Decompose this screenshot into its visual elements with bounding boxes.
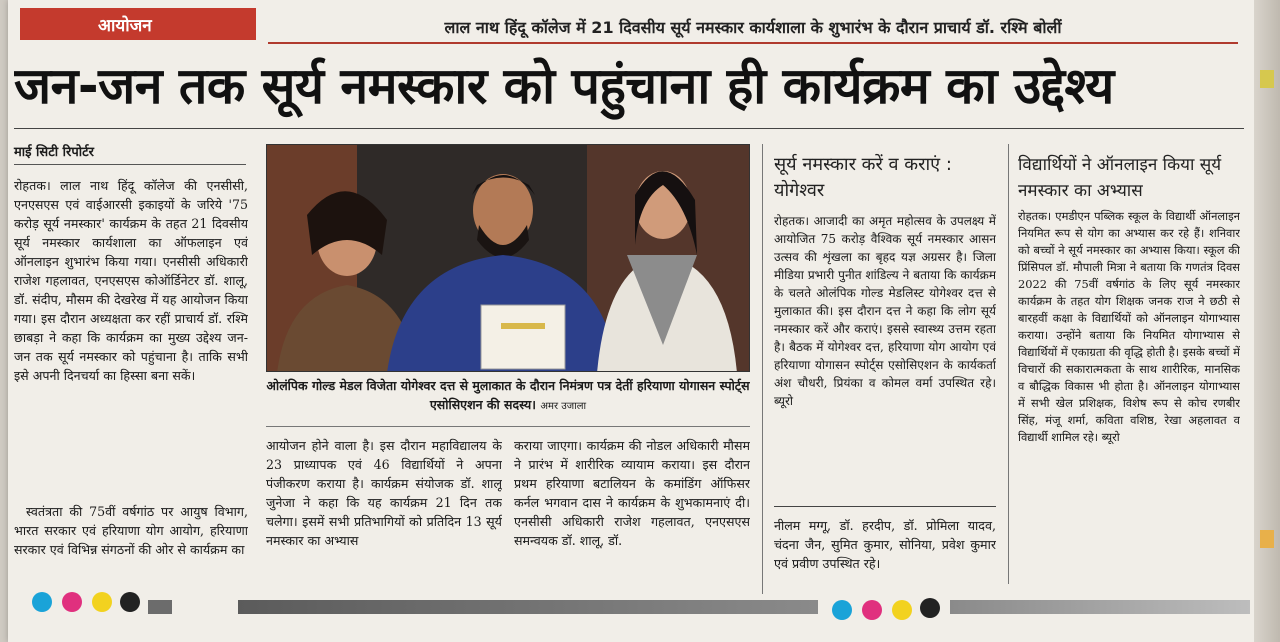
- registration-dot-magenta-2: [862, 600, 882, 620]
- caption-rule: [266, 426, 750, 427]
- article-col-1b: स्वतंत्रता की 75वीं वर्षगांठ पर आयुष विभाग, भारत सरकार एवं हरियाणा योग आयोग, हरियाणा सरकार एवं विभिन्न संगठनों की ओर से कार्यक्रम का: [14, 504, 248, 557]
- photo-credit: अमर उजाला: [540, 401, 587, 412]
- story2-body: रोहतक। आजादी का अमृत महोत्सव के उपलक्ष्य में आयोजित 75 करोड़ वैश्विक सूर्य नमस्कार आसन उत्सव की शृंखला का बृहद यज्ञ अग्रसर है। जिला मीडिया प्रभारी पुनीत शांडिल्य ने बताया कि कार्यक्रम के चलते ओलंपिक गोल्ड मेडलिस्ट योगेश्वर दत्त से मुलाकात की। इस दौरान दत्त ने कहा कि लोग सूर्य नमस्कार करें और कराएं। इससे स्वास्थ्य उत्तम रहता है। बैठक में योगेश्वर दत्त, हरियाणा योग आयोग एवं हरियाणा योगासन स्पोर्ट्स एसोसिएशन के कार्यकर्ता अंश चौधरी, प्रियंका व कोमल वर्मा उपस्थित रहे। ब्यूरो: [774, 214, 996, 408]
- article-col-3: कराया जाएगा। कार्यक्रम की नोडल अधिकारी मौसम ने प्रारंभ में शारीरिक व्यायाम कराया। इस दौरान प्रथम हरियाणा बटालियन के कमांडिंग ऑफिसर कर्नल भगवान दास ने कार्यक्रम के शुभकामनाएं दी। एनसीसी अधिकारी राजेश गहलावत, एनएसएस समन्वयक डॉ. शालू, डॉ.: [514, 438, 750, 548]
- column-divider: [762, 144, 763, 594]
- story3-headline: विद्यार्थियों ने ऑनलाइन किया सूर्य नमस्कार का अभ्यास: [1018, 155, 1222, 201]
- registration-dot-cyan-2: [832, 600, 852, 620]
- color-bar-left: [148, 600, 172, 614]
- headline: जन-जन तक सूर्य नमस्कार को पहुंचाना ही कार्यक्रम का उद्देश्य: [14, 57, 1114, 115]
- story2-rule: [774, 506, 996, 507]
- color-bar-right: [950, 600, 1250, 614]
- article-col-2: आयोजन होने वाला है। इस दौरान महाविद्यालय के 23 प्राध्यापक एवं 46 विद्यार्थियों ने अपना पंजीकरण कराया है। कार्यक्रम संयोजक डॉ. शालू जुनेजा ने कहा कि यह कार्यक्रम 21 दिन तक चलेगा। इसमें सभी प्रतिभागियों को प्रतिदिन 13 सूर्य नमस्कार का अभ्यास: [266, 438, 502, 548]
- headline-rule: [14, 128, 1244, 129]
- page-edge: [1254, 0, 1280, 642]
- registration-dot-yellow-2: [892, 600, 912, 620]
- registration-dot-black: [120, 592, 140, 612]
- news-photo: [266, 144, 750, 372]
- column-divider-2: [1008, 144, 1009, 584]
- registration-dot-black-2: [920, 598, 940, 618]
- story3-body: रोहतक। एमडीएन पब्लिक स्कूल के विद्यार्थी ऑनलाइन नियमित रूप से योग का अभ्यास कर रहे हैं। शनिवार को बच्चों ने सूर्य नमस्कार का अभ्यास किया। स्कूल की प्रिंसिपल डॉ. मौपाली मित्रा ने बताया कि गणतंत्र दिवस 2022 की 75वीं वर्षगांठ के लिए सूर्य नमस्कार कार्यक्रम के तहत योग शिक्षक जनक राज ने छठी से बारहवीं कक्षा के विद्यार्थियों को ऑनलाइन योगाभ्यास कराया। उन्होंने बताया कि नियमित योगाभ्यास से विद्यार्थियों में एकाग्रता की वृद्धि होती है। इसके बच्चों में विचारों की सकारात्मकता के साथ शारीरिक, मानसिक व बौद्धिक विकास भी होता है। ऑनलाइन योगाभ्यास में सभी खेल प्रशिक्षक, विशेष रूप से कोच रणबीर सिंह, मंजू शर्मा, कविता वशिष्ठ, रेखा अहलावत व विद्यार्थी शामिल रहे। ब्यूरो: [1018, 209, 1240, 444]
- story2-headline: सूर्य नमस्कार करें व कराएं : योगेश्वर: [774, 154, 952, 201]
- section-tag: आयोजन: [20, 8, 256, 40]
- registration-dot-cyan: [32, 592, 52, 612]
- caption-text: ओलंपिक गोल्ड मेडल विजेता योगेश्वर दत्त से मुलाकात के दौरान निमंत्रण पत्र देतीं हरियाणा योगासन स्पोर्ट्स एसोसिएशन की सदस्य।: [266, 378, 750, 412]
- photo-caption: [266, 376, 750, 422]
- article-col-1: रोहतक। लाल नाथ हिंदू कॉलेज की एनसीसी, एनएसएस एवं वाईआरसी इकाइयों के जरिये '75 करोड़ सूर्य नमस्कार' कार्यक्रम के तहत 21 दिवसीय सूर्य नमस्कार कार्यशाला का ऑफलाइन एवं ऑनलाइन शुभारंभ किया गया। एनसीसी अधिकारी राजेश गहलावत, एनएसएस कोऑर्डिनेटर डॉ. शालू, डॉ. संदीप, मौसम की देखरेख में यह आयोजन किया गया। इस दौरान अध्यक्षता कर रहीं प्राचार्य डॉ. रश्मि छाबड़ा ने कहा कि कार्यक्रम का मुख्य उद्देश्य जन-जन तक सूर्य नमस्कार को पहुंचाना है। ताकि सभी इसे अपनी दिनचर्या का हिस्सा बना सकें।: [14, 178, 248, 383]
- photo-illustration: [267, 145, 750, 372]
- registration-dot-yellow: [92, 592, 112, 612]
- color-bar-middle: [238, 600, 818, 614]
- registration-dot-magenta: [62, 592, 82, 612]
- kicker-line: लाल नाथ हिंदू कॉलेज में 21 दिवसीय सूर्य नमस्कार कार्यशाला के शुभारंभ के दौरान प्राचार्य डॉ. रश्मि बोलीं: [268, 16, 1238, 44]
- article-col-4: नीलम मग्गू, डॉ. हरदीप, डॉ. प्रोमिला यादव, चंदना जैन, सुमित कुमार, सोनिया, प्रवेश कुमार एवं प्रवीण उपस्थित रहे।: [774, 518, 996, 571]
- byline: माई सिटी रिपोर्टर: [14, 142, 246, 165]
